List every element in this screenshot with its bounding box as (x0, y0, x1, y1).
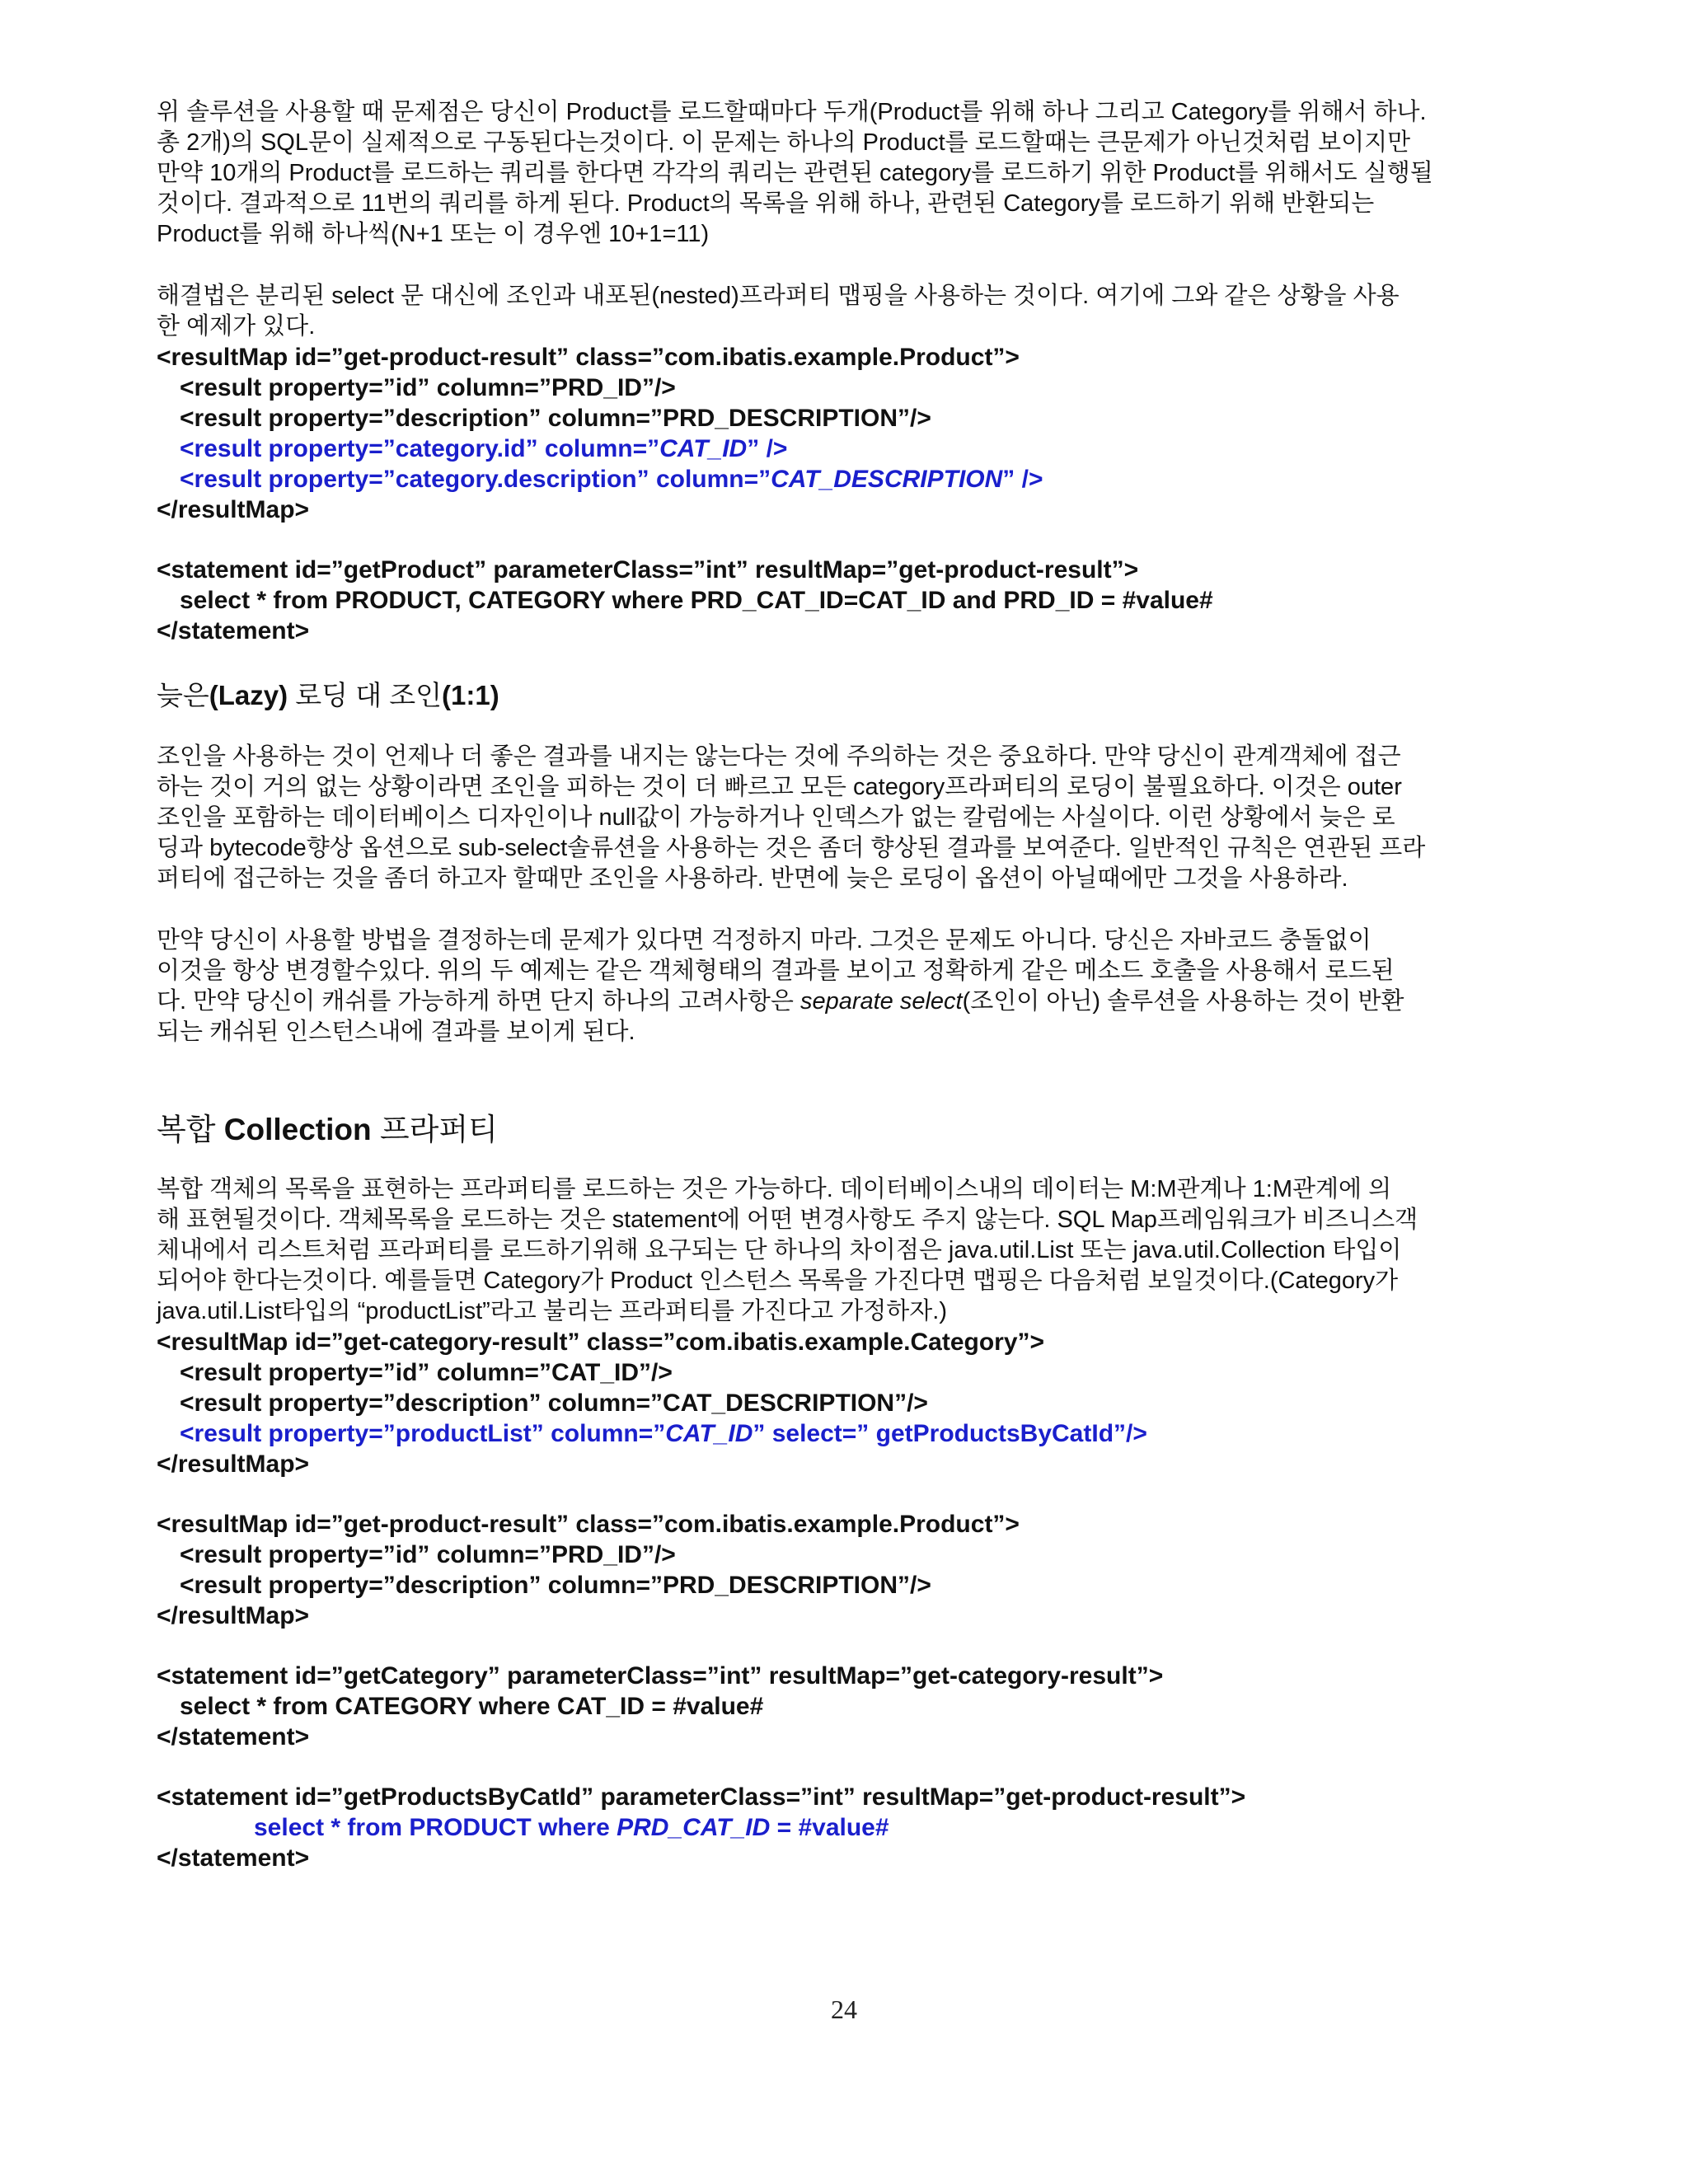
heading-text: 복합 (157, 1113, 224, 1146)
heading-text-bold: (1:1) (442, 680, 499, 710)
code-line: select * from PRODUCT, CATEGORY where PRD_CAT_ID=CAT_ID and PRD_ID = #value# (180, 587, 1213, 614)
code-line: <resultMap id=”get-product-result” class=”com.ibatis.example.Product”> (157, 344, 1020, 371)
code-line-highlighted (157, 1812, 1523, 1843)
paragraph-join-considerations: 조인을 사용하는 것이 언제나 더 좋은 결과를 내지는 않는다는 것에 주의하는 것은 중요하다. 만약 당신이 관계객체에 접근 하는 것이 거의 없는 상황이라면 조인을 피하는 것이 더 빠르고 모든 category프라퍼티의 로딩이 불필요하다. 이것은 outer 조인을 포함하는 데이터베이스 디자인이나 null값이 가능하거나 인덱스가 없는 칼럼에는 사실이다. 이런 상황에서 늦은 로 딩과 bytecode향상 옵션으로 sub-select솔류션을 사용하는 것은 좀더 향상된 결과를 보여준다. 일반적인 규칙은 연관된 프라 퍼티에 접근하는 것을 좀더 하고자 할때만 조인을 사용하라. 반면에 늦은 로딩이 옵션이 아닐때에만 그것을 사용하라. (157, 743, 1426, 892)
code-line: <resultMap id=”get-category-result” class=”com.ibatis.example.Category”> (157, 1329, 1045, 1356)
code-text: = #value# (770, 1814, 889, 1841)
code-text: ” /> (1002, 466, 1043, 493)
code-line: <statement id=”getProductsByCatId” parameterClass=”int” resultMap=”get-product-result”> (157, 1783, 1246, 1811)
paragraph-join-solution: 해결법은 분리된 select 문 대신에 조인과 내포된(nested)프라퍼티 맵핑을 사용하는 것이다. 여기에 그와 같은 상황을 사용 한 예제가 있다. (157, 283, 1400, 340)
heading-text-bold: (Lazy) (209, 680, 288, 710)
code-line: <resultMap id=”get-product-result” class=”com.ibatis.example.Product”> (157, 1511, 1020, 1538)
code-text: ” select=” getProductsByCatId”/> (753, 1420, 1147, 1447)
code-text: select * from PRODUCT where (254, 1814, 617, 1841)
paragraph-text: (조인이 아닌) 솔루션을 사용하는 것이 반환 되는 캐쉬된 인스턴스내에 결과를 보이게 된다. (157, 988, 1404, 1045)
paragraph-collection-description: 복합 객체의 목록을 표현하는 프라퍼티를 로드하는 것은 가능하다. 데이터베이스내의 데이터는 M:M관계나 1:M관계에 의 해 표현될것이다. 객체목록을 로드하는 것은 statement에 어떤 변경사항도 주지 않는다. SQL Map프레임워크가 비즈니스객 체내에서 리스트처럼 프라퍼티를 로드하기위해 요구되는 단 하나의 차이점은 java.util.List 또는 java.util.Collection 타입이 되어야 한다는것이다. 예를들면 Category가 Product 인스턴스 목록을 가진다면 맵핑은 다음처럼 보일것이다.(Category가 java.util.List타입의 “productList”라고 불리는 프라퍼티를 가진다고 가정하자.) (157, 1176, 1418, 1324)
code-line-highlighted (157, 434, 1523, 464)
code-line: select * from CATEGORY where CAT_ID = #value# (180, 1693, 764, 1720)
code-line: <result property=”id” column=”PRD_ID”/> (180, 374, 676, 401)
code-line: <result property=”description” column=”PRD_DESCRIPTION”/> (180, 405, 931, 432)
code-line: <result property=”description” column=”CAT_DESCRIPTION”/> (180, 1390, 928, 1417)
code-line: <statement id=”getCategory” parameterClass=”int” resultMap=”get-category-result”> (157, 1662, 1164, 1690)
code-line: <result property=”description” column=”PRD_DESCRIPTION”/> (180, 1572, 931, 1599)
code-line: </resultMap> (157, 1451, 310, 1478)
heading-complex-collection-property (157, 1110, 1523, 1150)
code-line: </resultMap> (157, 496, 310, 523)
code-line: </resultMap> (157, 1602, 310, 1629)
heading-lazy-loading-vs-join (157, 677, 1523, 714)
code-text-italic: PRD_CAT_ID (617, 1814, 771, 1841)
code-text: <result property=”productList” column=” (180, 1420, 666, 1447)
code-line: </statement> (157, 1844, 310, 1872)
heading-text: 프라퍼티 (371, 1113, 498, 1146)
code-block-collection-mapping (157, 1327, 1523, 1873)
code-text-italic: CAT_DESCRIPTION (771, 466, 1003, 493)
paragraph-text: 만약 당신이 사용할 방법을 결정하는데 문제가 있다면 걱정하지 마라. 그것은 문제도 아니다. 당신은 자바코드 충돌없이 이것을 항상 변경할수있다. 위의 두 예제는 같은 객체형태의 결과를 보이고 정확하게 같은 메소드 호출을 사용해서 로드된 다. 만약 당신이 캐쉬를 가능하게 하면 단지 하나의 고려사항은 (157, 927, 1395, 1015)
code-line: </statement> (157, 1723, 310, 1750)
paragraph-choosing-method (157, 926, 1523, 1047)
code-line: <result property=”id” column=”CAT_ID”/> (180, 1359, 673, 1386)
code-line: <result property=”id” column=”PRD_ID”/> (180, 1541, 676, 1568)
paragraph-n-plus-one-problem: 위 솔루션을 사용할 때 문제점은 당신이 Product를 로드할때마다 두개(Product를 위해 하나 그리고 Category를 위해서 하나. 총 2개)의 SQL문이 실제적으로 구동된다는것이다. 이 문제는 하나의 Product를 로드할때는 큰문제가 아닌것처럼 보이지만 만약 10개의 Product를 로드하는 쿼리를 한다면 각각의 쿼리는 관련된 category를 로드하기 위한 Product를 위해서도 실행될 것이다. 결과적으로 11번의 쿼리를 하게 된다. Product의 목록을 위해 하나, 관련된 Category를 로드하기 위해 반환되는 Product를 위해 하나씩(N+1 또는 이 경우엔 10+1=11) (157, 99, 1433, 247)
heading-text: 로딩 대 조인 (288, 680, 443, 710)
code-text: <result property=”category.description” column=” (180, 466, 771, 493)
code-block-join-mapping (157, 342, 1523, 646)
code-text: <result property=”category.id” column=” (180, 435, 660, 462)
code-text: ” /> (747, 435, 788, 462)
paragraph-text-italic: separate select (799, 988, 963, 1015)
code-line-highlighted (157, 464, 1523, 494)
code-text-italic: CAT_ID (659, 435, 748, 462)
code-line: </statement> (157, 617, 310, 644)
code-line-highlighted (157, 1418, 1523, 1449)
heading-text: 늦은 (157, 680, 209, 710)
code-line: <statement id=”getProduct” parameterClass=”int” resultMap=”get-product-result”> (157, 556, 1139, 583)
page-number: 24 (831, 1994, 857, 2024)
code-text-italic: CAT_ID (665, 1420, 753, 1447)
heading-text-bold: Collection (223, 1113, 372, 1146)
